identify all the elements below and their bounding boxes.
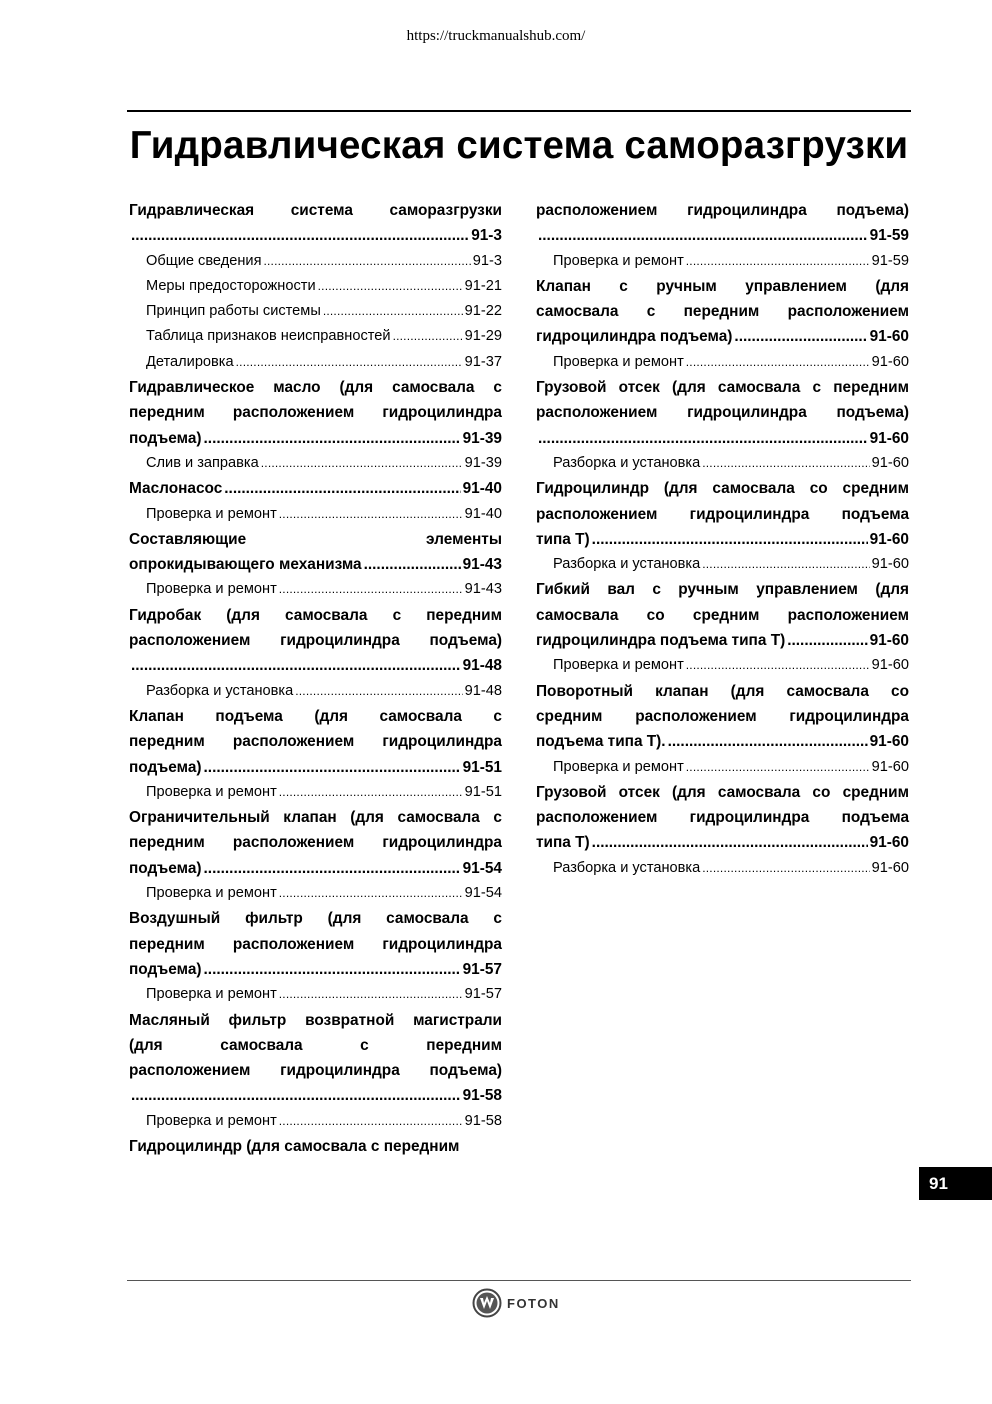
toc-page-number: 91-60 — [869, 733, 909, 751]
toc-entry-text: подъема) — [129, 429, 202, 447]
toc-entry-line: Гидравлическая система саморазгрузки — [129, 202, 502, 219]
foton-logo-icon — [472, 1288, 502, 1318]
toc-right-column — [536, 198, 909, 881]
toc-page-number: 91-57 — [464, 986, 502, 1003]
toc-page-number: 91-3 — [471, 227, 502, 245]
dot-leader — [686, 653, 870, 678]
toc-entry-line[interactable] — [129, 755, 502, 780]
toc-entry[interactable] — [536, 198, 909, 249]
toc-entry[interactable] — [129, 198, 502, 249]
dot-leader — [204, 755, 461, 780]
dot-leader — [279, 780, 463, 805]
dot-leader — [204, 957, 461, 982]
toc-entry-line[interactable] — [536, 527, 909, 552]
toc-entry-line[interactable] — [129, 426, 502, 451]
toc-page-number: 91-60 — [871, 353, 909, 370]
dot-leader — [131, 653, 461, 678]
toc-entry-line: Гидроцилиндр (для самосвала с передним — [129, 1137, 460, 1155]
toc-page-number: 91-57 — [462, 960, 502, 978]
toc-entry-line[interactable] — [536, 729, 909, 754]
toc-entry-text: типа Т) — [536, 530, 590, 548]
toc-entry[interactable] — [129, 1008, 502, 1109]
toc-entry-line: Гидробак (для самосвала с передним — [129, 606, 502, 624]
dot-leader — [592, 527, 868, 552]
toc-entry-text: Проверка и ремонт — [146, 1112, 277, 1129]
toc-entry-line: передним расположением гидроцилиндра — [129, 834, 502, 852]
dot-leader — [364, 552, 461, 577]
toc-page-number: 91-37 — [464, 353, 502, 370]
toc-page-number: 91-59 — [869, 227, 909, 245]
toc-entry[interactable] — [129, 476, 502, 501]
page-number-tab: 91 — [919, 1167, 992, 1200]
toc-entry-line[interactable] — [129, 552, 502, 577]
foton-logo — [472, 1288, 560, 1318]
toc-entry-text: Деталировка — [146, 353, 234, 370]
toc-entry-line: расположением гидроцилиндра подъема) — [129, 632, 502, 650]
toc-entry-text: Проверка и ремонт — [146, 986, 277, 1003]
toc-page-number: 91-22 — [464, 303, 502, 320]
toc-entry-line[interactable] — [536, 426, 909, 451]
toc-entry-text: подъема типа Т). — [536, 733, 666, 751]
toc-entry-line: Составляющие элементы — [129, 530, 502, 548]
toc-page-number: 91-60 — [869, 530, 909, 548]
dot-leader — [204, 856, 461, 881]
toc-entry-text: Общие сведения — [146, 252, 262, 269]
dot-leader — [236, 350, 463, 375]
toc-subentry[interactable] — [129, 324, 502, 349]
toc-entry-text: Проверка и ремонт — [553, 758, 684, 775]
toc-entry-text: Проверка и ремонт — [146, 885, 277, 902]
toc-subentry[interactable] — [129, 780, 502, 805]
toc-page-number: 91-39 — [462, 429, 502, 447]
toc-entry-text: Проверка и ремонт — [553, 252, 684, 269]
dot-leader — [279, 502, 463, 527]
dot-leader — [279, 881, 463, 906]
toc-entry[interactable] — [129, 603, 502, 679]
toc-entry-line: Грузовой отсек (для самосвала с передним — [536, 379, 909, 397]
toc-page-number: 91-48 — [464, 682, 502, 699]
toc-subentry[interactable] — [129, 451, 502, 476]
toc-entry-line: Клапан подъема (для самосвала с — [129, 707, 502, 725]
toc-subentry[interactable] — [536, 350, 909, 375]
toc-entry[interactable] — [129, 1134, 502, 1159]
toc-entry-text: Разборка и установка — [553, 454, 701, 471]
toc-page-number: 91-60 — [869, 328, 909, 346]
dot-leader — [686, 350, 870, 375]
toc-entry-line: передним расположением гидроцилиндра — [129, 935, 502, 953]
toc-entry-line[interactable] — [536, 324, 909, 349]
toc-entry-line: расположением гидроцилиндра подъема) — [536, 404, 909, 422]
toc-entry-line: Гидроцилиндр (для самосвала со средним — [536, 480, 909, 498]
dot-leader — [686, 249, 870, 274]
toc-entry-line: Масляный фильтр возвратной магистрали — [129, 1011, 502, 1029]
toc-page-number: 91-40 — [464, 505, 502, 522]
toc-entry-line[interactable] — [129, 223, 502, 248]
toc-entry-line: Воздушный фильтр (для самосвала с — [129, 910, 502, 928]
toc-page-number: 91-54 — [462, 859, 502, 877]
toc-subentry[interactable] — [536, 451, 909, 476]
toc-entry-line[interactable] — [129, 957, 502, 982]
toc-entry-line: (для самосвала с передним — [129, 1036, 502, 1054]
toc-subentry[interactable] — [129, 679, 502, 704]
toc-entry-text: Разборка и установка — [553, 859, 701, 876]
dot-leader — [318, 274, 463, 299]
toc-page-number: 91-60 — [869, 429, 909, 447]
toc-entry-line[interactable] — [129, 653, 502, 678]
toc-entry-text: гидроцилиндра подъема типа Т) — [536, 632, 786, 650]
toc-page-number: 91-58 — [464, 1112, 502, 1129]
toc-subentry[interactable] — [129, 1109, 502, 1134]
toc-entry-line: Гидравлическое масло (для самосвала с — [129, 379, 502, 397]
toc-entry-text: Меры предосторожности — [146, 277, 316, 294]
dot-leader — [702, 856, 869, 881]
dot-leader — [734, 324, 867, 349]
toc-page-number: 91-29 — [464, 328, 502, 345]
toc-entry[interactable] — [129, 704, 502, 780]
logo-text: FOTON — [507, 1295, 560, 1311]
toc-entry[interactable] — [536, 577, 909, 653]
toc-entry-text: Маслонасос — [129, 480, 223, 498]
toc-page-number: 91-60 — [871, 556, 909, 573]
dot-leader — [393, 324, 463, 349]
toc-entry-text: Проверка и ремонт — [553, 353, 684, 370]
dot-leader — [279, 577, 463, 602]
toc-page-number: 91-60 — [871, 454, 909, 471]
toc-page-number: 91-59 — [871, 252, 909, 269]
toc-entry-line: Поворотный клапан (для самосвала со — [536, 682, 909, 700]
dot-leader — [592, 830, 868, 855]
dot-leader — [686, 755, 870, 780]
toc-page-number: 91-3 — [472, 252, 502, 269]
toc-entry-line: расположением гидроцилиндра подъема) — [129, 1062, 502, 1080]
toc-entry-text: Принцип работы системы — [146, 303, 321, 320]
toc-entry[interactable] — [536, 780, 909, 856]
dot-leader — [702, 451, 869, 476]
dot-leader — [263, 249, 470, 274]
toc-entry-text: типа Т) — [536, 834, 590, 852]
toc-page-number: 91-54 — [464, 885, 502, 902]
toc-entry-text: подъема) — [129, 758, 202, 776]
toc-entry-text: Проверка и ремонт — [146, 581, 277, 598]
header-rule — [127, 110, 911, 112]
source-url[interactable]: https://truckmanualshub.com/ — [406, 28, 586, 44]
toc-page-number: 91-58 — [462, 1087, 502, 1105]
toc-entry-text: Проверка и ремонт — [146, 783, 277, 800]
toc-entry-line: расположением гидроцилиндра подъема — [536, 505, 909, 523]
toc-entry[interactable] — [536, 476, 909, 552]
toc-entry-text: Проверка и ремонт — [553, 657, 684, 674]
toc-entry-text: подъема) — [129, 859, 202, 877]
toc-entry-line: Грузовой отсек (для самосвала со средним — [536, 783, 909, 801]
toc-page-number: 91-43 — [464, 581, 502, 598]
toc-entry-line[interactable] — [536, 223, 909, 248]
toc-entry-text: гидроцилиндра подъема) — [536, 328, 733, 346]
toc-page-number: 91-60 — [869, 834, 909, 852]
toc-page-number: 91-51 — [464, 783, 502, 800]
dot-leader — [261, 451, 463, 476]
dot-leader — [224, 476, 460, 501]
toc-page-number: 91-40 — [462, 480, 502, 498]
toc-entry-line[interactable] — [536, 830, 909, 855]
dot-leader — [204, 426, 461, 451]
toc-entry[interactable] — [536, 274, 909, 350]
dot-leader — [538, 223, 868, 248]
toc-subentry[interactable] — [536, 249, 909, 274]
toc-entry-text: Таблица признаков неисправностей — [146, 328, 391, 345]
toc-subentry[interactable] — [129, 249, 502, 274]
toc-subentry[interactable] — [536, 653, 909, 678]
dot-leader — [279, 1109, 463, 1134]
toc-subentry[interactable] — [129, 274, 502, 299]
toc-entry[interactable] — [129, 375, 502, 451]
toc-subentry[interactable] — [129, 350, 502, 375]
toc-entry-line: Ограничительный клапан (для самосвала с — [129, 809, 502, 827]
toc-page-number: 91-39 — [464, 454, 502, 471]
dot-leader — [279, 982, 463, 1007]
toc-subentry[interactable] — [129, 577, 502, 602]
toc-entry-line[interactable] — [536, 628, 909, 653]
toc-page-number: 91-60 — [871, 758, 909, 775]
toc-entry-line: Гибкий вал с ручным управлением (для — [536, 581, 909, 599]
toc-entry[interactable] — [536, 375, 909, 451]
toc-subentry[interactable] — [536, 856, 909, 881]
toc-page-number: 91-60 — [869, 632, 909, 650]
toc-subentry[interactable] — [129, 502, 502, 527]
toc-entry-line: средним расположением гидроцилиндра — [536, 707, 909, 725]
dot-leader — [131, 1083, 461, 1108]
toc-subentry[interactable] — [129, 982, 502, 1007]
toc-entry[interactable] — [129, 527, 502, 578]
toc-entry-text: опрокидывающего механизма — [129, 556, 362, 574]
dot-leader — [702, 552, 869, 577]
toc-entry-line[interactable] — [129, 476, 502, 501]
toc-entry-text: подъема) — [129, 960, 202, 978]
toc-entry-text: Разборка и установка — [146, 682, 294, 699]
dot-leader — [131, 223, 469, 248]
toc-entry-text: Слив и заправка — [146, 454, 259, 471]
toc-subentry[interactable] — [536, 552, 909, 577]
toc-entry-text: Разборка и установка — [553, 556, 701, 573]
toc-entry-line[interactable] — [129, 856, 502, 881]
toc-entry-text: Проверка и ремонт — [146, 505, 277, 522]
toc-entry[interactable] — [129, 805, 502, 881]
toc-page-number: 91-21 — [464, 277, 502, 294]
dot-leader — [538, 426, 868, 451]
toc-subentry[interactable] — [536, 755, 909, 780]
toc-subentry[interactable] — [129, 299, 502, 324]
footer-rule — [127, 1280, 911, 1281]
toc-entry-line: передним расположением гидроцилиндра — [129, 733, 502, 751]
toc-entry-line: расположением гидроцилиндра подъема — [536, 809, 909, 827]
toc-entry-line: самосвала со средним расположением — [536, 606, 909, 624]
toc-page-number: 91-43 — [462, 556, 502, 574]
toc-page-number: 91-60 — [871, 859, 909, 876]
toc-entry-line: расположением гидроцилиндра подъема) — [536, 202, 909, 219]
page-title: Гидравлическая система саморазгрузки — [129, 124, 909, 167]
dot-leader — [668, 729, 868, 754]
toc-subentry[interactable] — [129, 881, 502, 906]
toc-entry[interactable] — [536, 679, 909, 755]
toc-page-number: 91-48 — [462, 657, 502, 675]
toc-page-number: 91-60 — [871, 657, 909, 674]
dot-leader — [323, 299, 463, 324]
dot-leader — [295, 679, 462, 704]
toc-left-column — [129, 198, 502, 1159]
toc-entry[interactable] — [129, 906, 502, 982]
toc-page-number: 91-51 — [462, 758, 502, 776]
toc-entry-line[interactable] — [129, 1083, 502, 1108]
toc-entry-line: Клапан с ручным управлением (для — [536, 277, 909, 295]
toc-entry-line: самосвала с передним расположением — [536, 303, 909, 321]
dot-leader — [787, 628, 867, 653]
toc-entry-line: передним расположением гидроцилиндра — [129, 404, 502, 422]
